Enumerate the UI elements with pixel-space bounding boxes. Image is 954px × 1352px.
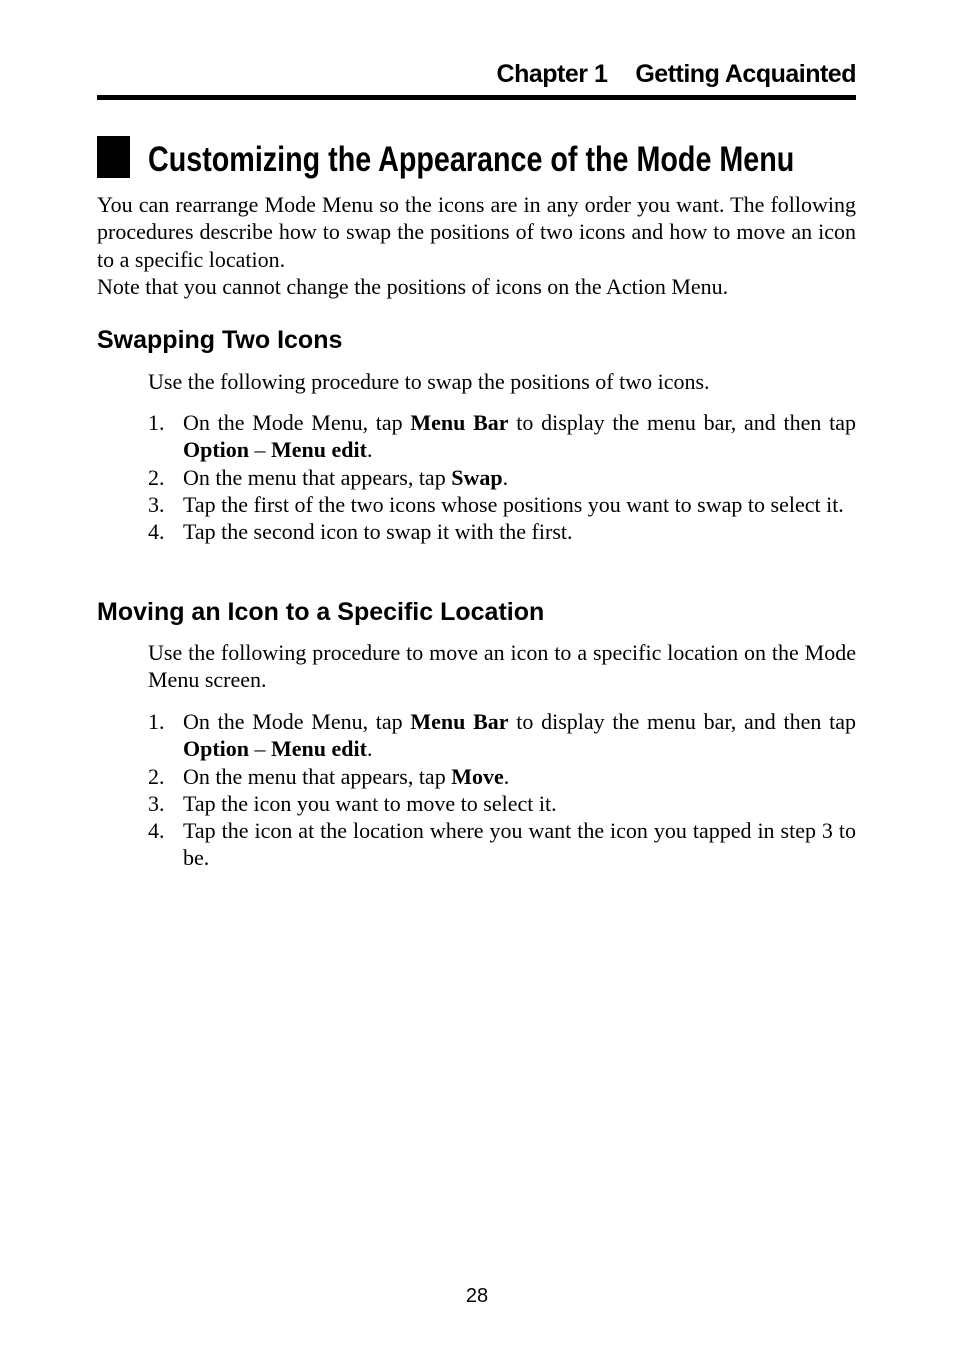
menu-bar-term: Menu Bar: [410, 410, 509, 435]
step-text: Tap the icon you want to move to select it.: [183, 790, 557, 816]
steps-list-move: [148, 708, 856, 872]
step-text: to display the menu bar, and then tap: [508, 709, 856, 734]
menu-edit-term: Menu edit: [271, 437, 367, 463]
step-item: [148, 708, 856, 763]
step-item: [148, 409, 856, 464]
period: .: [366, 736, 373, 762]
step-number: 3.: [148, 491, 165, 517]
intro-note: Note that you cannot change the positions of icons on the Action Menu.: [97, 273, 729, 299]
option-term: Option: [183, 736, 250, 762]
step-item: [148, 464, 856, 491]
page-number: 28: [465, 1285, 489, 1307]
step-number: 1.: [148, 709, 165, 734]
chapter-label: Chapter 1: [496, 60, 608, 88]
step-text: to display the menu bar, and then tap: [508, 410, 856, 435]
dash: –: [249, 736, 272, 762]
step-text: On the menu that appears, tap: [183, 464, 452, 490]
section-heading-move: Moving an Icon to a Specific Location: [97, 598, 545, 626]
section-lead-swap: Use the following procedure to swap the positions of two icons.: [148, 369, 710, 394]
step-item: [148, 763, 856, 790]
step-text: On the Mode Menu, tap: [183, 709, 411, 734]
move-term: Move: [451, 763, 504, 789]
step-item: [148, 518, 856, 545]
step-number: 4.: [148, 818, 165, 844]
menu-bar-term: Menu Bar: [410, 709, 509, 734]
header-rule: [97, 95, 856, 100]
step-number: 3.: [148, 790, 165, 816]
period: .: [502, 464, 509, 490]
step-item: [148, 790, 856, 817]
period: .: [503, 763, 510, 789]
running-head: [97, 60, 856, 89]
period: .: [366, 437, 373, 463]
step-number: 1.: [148, 410, 165, 435]
page-title: Customizing the Appearance of the Mode Menu: [148, 140, 795, 179]
step-number: 4.: [148, 519, 165, 545]
menu-edit-term: Menu edit: [271, 736, 367, 762]
swap-term: Swap: [451, 464, 503, 490]
step-text: Tap the second icon to swap it with the first.: [183, 519, 573, 545]
title-marker-block: [97, 136, 130, 178]
step-item: [148, 491, 856, 518]
dash: –: [249, 437, 272, 463]
section-lead-move: Use the following procedure to move an icon to a specific location on the Mode Menu screen.: [148, 640, 856, 693]
step-text: On the menu that appears, tap: [183, 763, 452, 789]
step-text: Tap the icon at the location where you want the icon you tapped in step 3 to be.: [183, 818, 856, 871]
step-text: Tap the first of the two icons whose positions you want to swap to select it.: [183, 491, 844, 517]
steps-list-swap: [148, 409, 856, 545]
section-heading-swap: Swapping Two Icons: [97, 326, 343, 354]
option-term: Option: [183, 437, 250, 463]
chapter-title: Getting Acquainted: [635, 60, 856, 88]
step-text: On the Mode Menu, tap: [183, 410, 411, 435]
intro-paragraph: You can rearrange Mode Menu so the icons are in any order you want. The following procedures describe how to swap the positions of two icons and how to move an icon to a specific location.: [97, 192, 856, 272]
intro-text: [97, 191, 856, 300]
step-number: 2.: [148, 464, 165, 490]
step-number: 2.: [148, 763, 165, 789]
step-item: [148, 817, 856, 872]
